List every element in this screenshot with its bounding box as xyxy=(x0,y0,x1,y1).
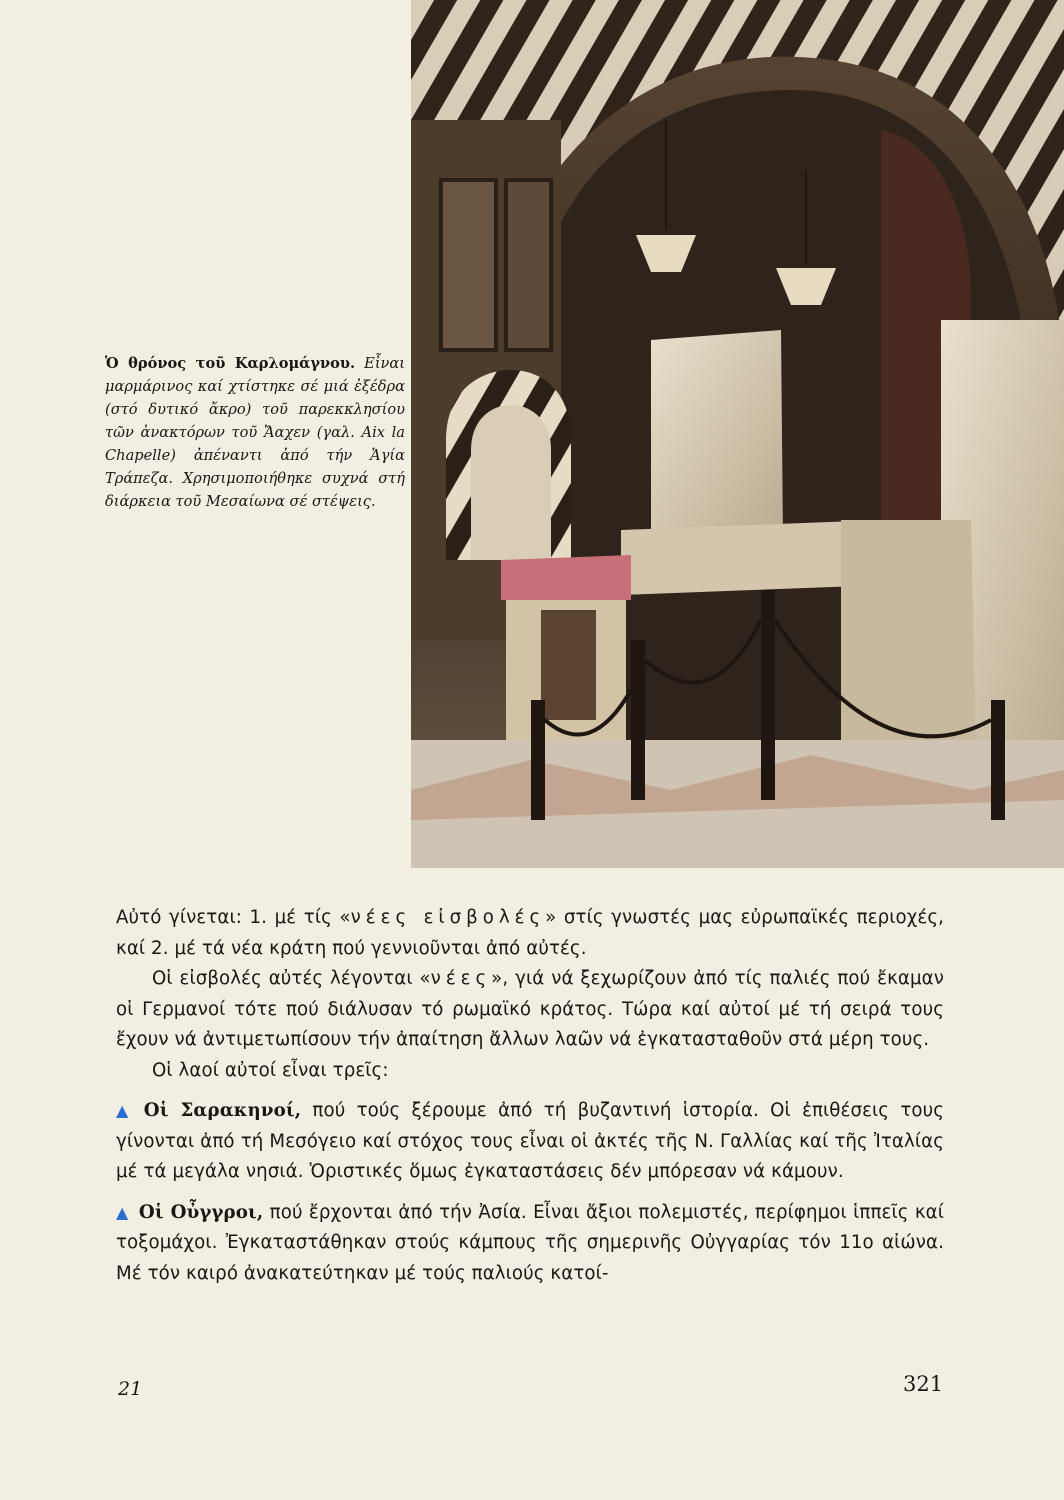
section-saracens xyxy=(116,1096,944,1188)
section-saracens-text: πού τούς ξέρουμε ἀπό τή βυζαντινή ἱστορία. Οἱ ἐπιθέσεις τους γίνονται ἀπό τή Μεσόγειο καί στόχος τους εἶναι οἱ ἀκτές τῆς Ν. Γαλλίας καί τῆς Ἰταλίας μέ τά μεγάλα νησιά. Ὁριστικές ὅμως ἐγκαταστάσεις δέν μπόρεσαν νά κάμουν. xyxy=(116,1100,944,1182)
paragraph-2-end: », γιά νά ξεχωρίζουν ἀπό τίς παλιές πού ἔκαμαν οἱ Γερμανοί τότε πού διάλυσαν τό ρωμαϊκό κράτος. Τώρα καί αὐτοί μέ τή σειρά τους ἔχουν νά ἀντιμετωπίσουν τήν ἀπαίτηση ἄλλων λαῶν νά ἐγκατασταθοῦν στά μέρη τους. xyxy=(116,968,944,1050)
triangle-bullet-icon: ▲ xyxy=(116,1202,129,1222)
paragraph-1-start: Αὐτό γίνεται: 1. μέ τίς « xyxy=(116,907,351,928)
page-number: 321 xyxy=(903,1372,944,1396)
paragraph-1-end: » στίς γνωστές μας εὐρωπαϊκές περιοχές, καί 2. μέ τά νέα κράτη πού γεννιοῦνται ἀπό αὐτές. xyxy=(116,907,944,959)
paragraph-2-start: Οἱ εἰσβολές αὐτές λέγονται « xyxy=(152,968,431,989)
caption-text-end: ) ἀπέναντι ἀπό τήν Ἁγία Τράπεζα. Χρησιμοποιήθηκε συχνά στή διάρκεια τοῦ Μεσαίωνα σέ στέψεις. xyxy=(105,447,405,510)
paragraph-1 xyxy=(116,903,944,964)
caption-text: Εἶναι μαρμάρινος καί χτίστηκε σέ μιά ἐξέδρα (στό δυτικό ἄκρο) τοῦ παρεκκλησίου τῶν ἀνακτόρων τοῦ Ἄαχεν (γαλ. xyxy=(105,355,405,441)
throne-of-charlemagne-photo xyxy=(411,0,1064,868)
main-text xyxy=(116,903,944,1289)
section-hungarians xyxy=(116,1198,944,1290)
spaced-term-new: νέες xyxy=(430,968,492,989)
triangle-bullet-icon: ▲ xyxy=(116,1101,134,1120)
photo-caption xyxy=(105,352,405,513)
section-saracens-title: Οἱ Σαρακηνοί, xyxy=(143,1100,302,1121)
caption-title: Ὁ θρόνος τοῦ Καρλομάγνου. xyxy=(105,355,356,372)
section-hungarians-text: πού ἔρχονται ἀπό τήν Ἀσία. Εἶναι ἄξιοι πολεμιστές, περίφημοι ἱππεῖς καί τοξομάχοι. Ἐγκαταστάθηκαν στούς κάμπους τῆς σημερινῆς Οὐγγαρίας τόν 11ο αἰώνα. Μέ τόν καιρό ἀνακατεύτηκαν μέ τούς παλιούς κατοί- xyxy=(116,1201,944,1284)
signature-number: 21 xyxy=(118,1378,143,1400)
section-hungarians-title: Οἱ Οὖγγροι, xyxy=(138,1201,264,1223)
paragraph-3: Οἱ λαοί αὐτοί εἶναι τρεῖς: xyxy=(152,1059,389,1081)
caption-latin-name: Aix la Chapelle xyxy=(105,424,405,464)
spaced-term-new-invasions: νέες εἰσβολές xyxy=(350,907,546,928)
paragraph-2 xyxy=(116,964,944,1056)
